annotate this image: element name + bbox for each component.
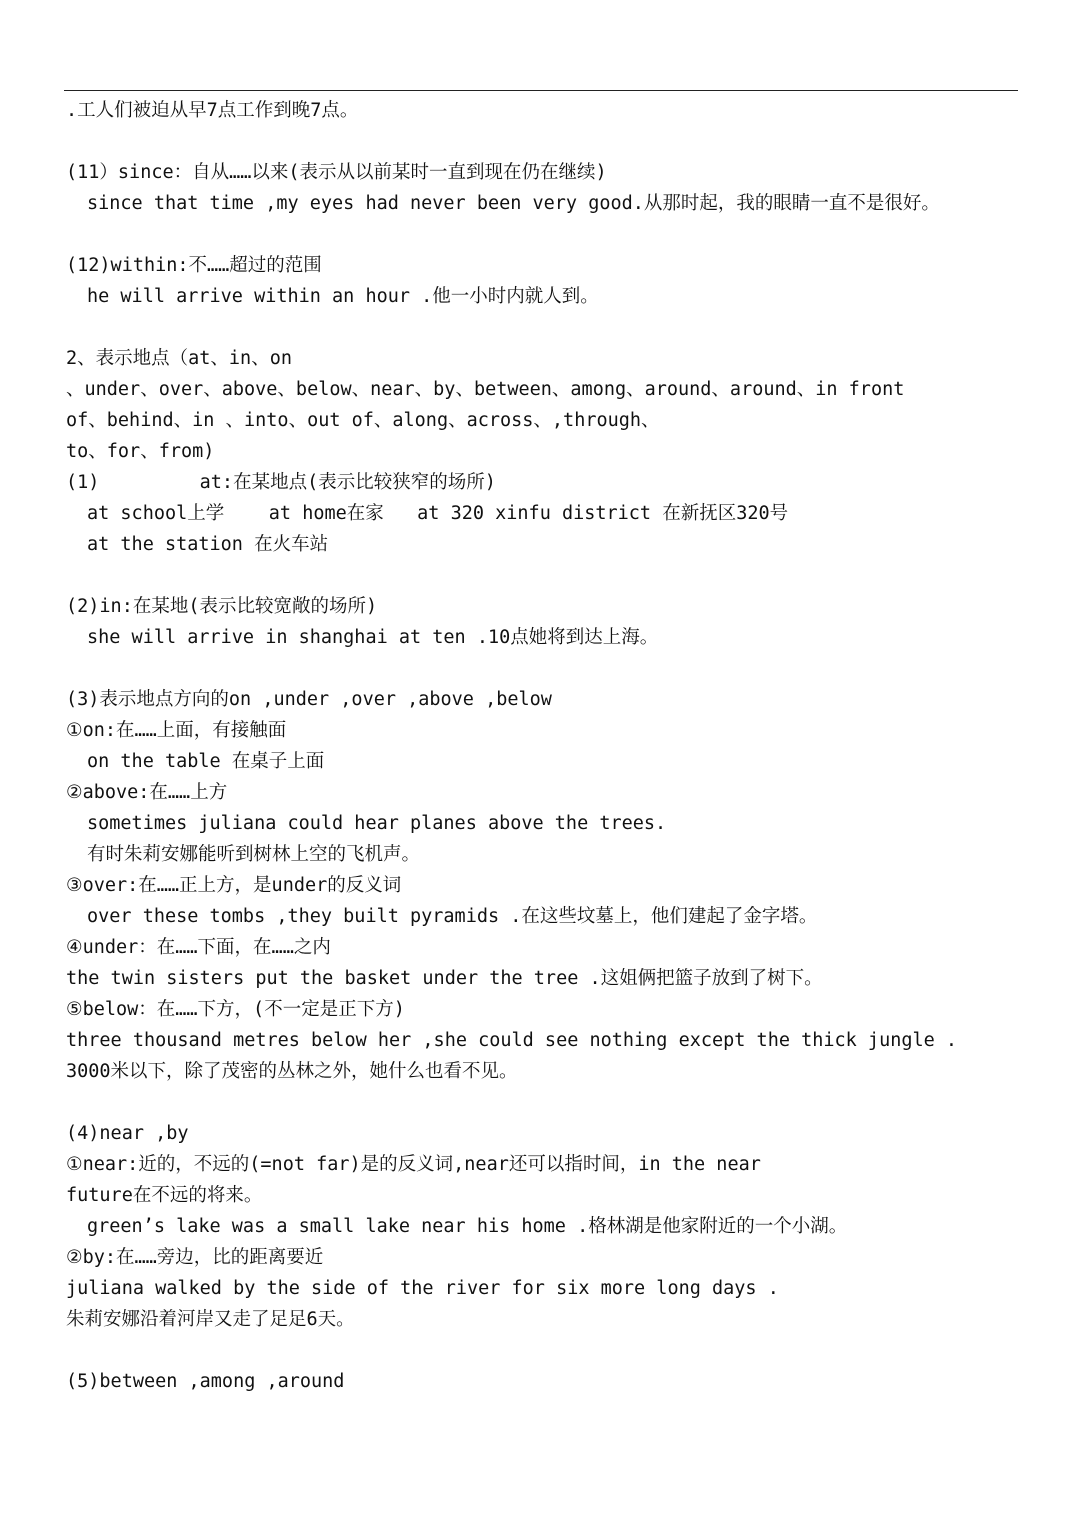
text-line: (12)within:不……超过的范围 [66, 255, 322, 276]
text-line: three thousand metres below her ,she could see nothing except the thick jungle . [66, 1030, 958, 1051]
text-line: 朱莉安娜沿着河岸又走了足足6天。 [66, 1309, 355, 1330]
text-line: ①on:在……上面，有接触面 [66, 720, 287, 741]
text-line: (3)表示地点方向的on ,under ,over ,above ,below [66, 689, 552, 710]
text-line: future在不远的将来。 [66, 1185, 263, 1206]
text-line: (11）since：自从……以来(表示从以前某时一直到现在仍在继续) [66, 162, 607, 183]
text-line: she will arrive in shanghai at ten .10点她将到达上海。 [87, 627, 659, 648]
text-line: 、under、over、above、below、near、by、between、among、around、around、in front [66, 379, 905, 400]
blank-line [66, 312, 1026, 343]
blank-line [66, 653, 1026, 684]
text-line: at the station 在火车站 [87, 534, 329, 555]
text-line: 2、表示地点（at、in、on [66, 348, 292, 369]
text-line: ②by:在……旁边，比的距离要近 [66, 1247, 324, 1268]
text-line: on the table 在桌子上面 [87, 751, 325, 772]
blank-line [66, 1087, 1026, 1118]
text-line: (4)near ,by [66, 1123, 189, 1144]
text-line: (5)between ,among ,around [66, 1371, 345, 1392]
text-line: ④under：在……下面，在……之内 [66, 937, 331, 958]
text-line: ①near:近的，不远的(=not far)是的反义词,near还可以指时间，in the near [66, 1154, 761, 1175]
document-body [66, 95, 1026, 1397]
blank-line [66, 560, 1026, 591]
text-line: sometimes juliana could hear planes above the trees. [87, 813, 667, 834]
text-line: of、behind、in 、into、out of、along、across、,through、 [66, 410, 660, 431]
text-line: to、for、from) [66, 441, 215, 462]
blank-line [66, 126, 1026, 157]
text-line: 有时朱莉安娜能听到树林上空的飞机声。 [87, 844, 421, 865]
text-line: the twin sisters put the basket under the tree .这姐俩把篮子放到了树下。 [66, 968, 823, 989]
header-rule [64, 90, 1018, 91]
blank-line [66, 219, 1026, 250]
text-line: over these tombs ,they built pyramids .在这些坟墓上，他们建起了金字塔。 [87, 906, 818, 927]
text-line: green’s lake was a small lake near his home .格林湖是他家附近的一个小湖。 [87, 1216, 848, 1237]
text-line: (2)in:在某地(表示比较宽敞的场所) [66, 596, 378, 617]
text-line: at school上学 at home在家 at 320 xinfu district 在新抚区320号 [87, 503, 789, 524]
text-line: ③over:在……正上方，是under的反义词 [66, 875, 402, 896]
text-line: .工人们被迫从早7点工作到晚7点。 [66, 100, 359, 121]
text-line: since that time ,my eyes had never been very good.从那时起，我的眼睛一直不是很好。 [87, 193, 940, 214]
text-line: he will arrive within an hour .他一小时内就人到。 [87, 286, 599, 307]
text-line: 3000米以下，除了茂密的丛林之外，她什么也看不见。 [66, 1061, 518, 1082]
text-line: (1) at:在某地点(表示比较狭窄的场所) [66, 472, 496, 493]
text-line: ②above:在……上方 [66, 782, 228, 803]
text-line: juliana walked by the side of the river for six more long days . [66, 1278, 779, 1299]
text-line: ⑤below：在……下方，(不一定是正下方) [66, 999, 405, 1020]
blank-line [66, 1335, 1026, 1366]
